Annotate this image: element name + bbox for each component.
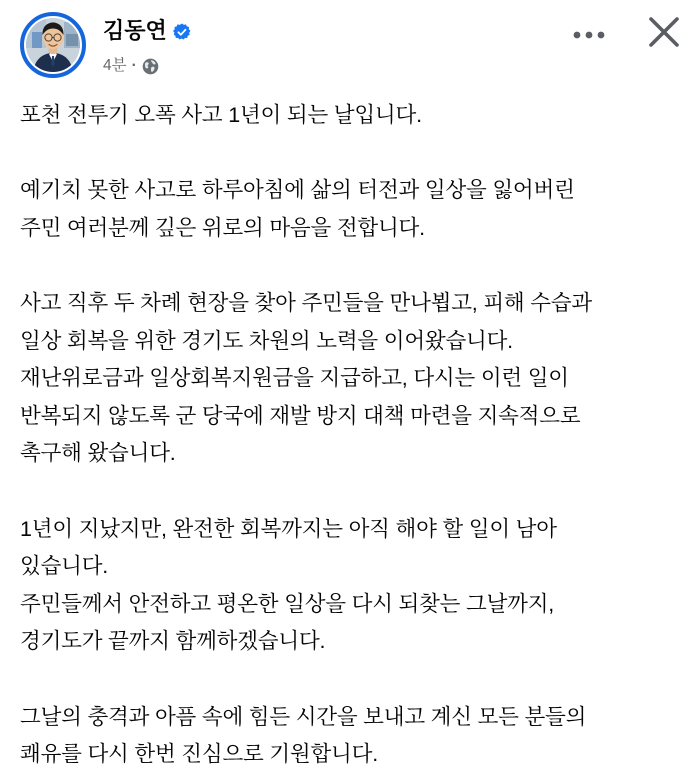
post-text-line: 그날의 충격과 아픔 속에 힘든 시간을 보내고 계신 모든 분들의 (20, 704, 587, 729)
globe-icon (142, 57, 159, 75)
verified-badge-icon (173, 21, 191, 41)
post-text-line: 촉구해 왔습니다. (20, 441, 176, 466)
meta-separator: · (131, 57, 137, 74)
post-text-line: 주민들께서 안전하고 평온한 일상을 다시 되찾는 그날까지, (20, 591, 555, 616)
more-options-button[interactable] (568, 24, 612, 46)
post-paragraph (20, 699, 680, 774)
close-button[interactable] (642, 12, 686, 54)
post-text-line: 일상 회복을 위한 경기도 차원의 노력을 이어왔습니다. (20, 328, 513, 353)
avatar[interactable] (20, 12, 86, 78)
post-text-line: 쾌유를 다시 한번 진심으로 기원합니다. (20, 742, 378, 767)
ellipsis-icon (572, 28, 608, 43)
post-text-line: 재난위로금과 일상회복지원금을 지급하고, 다시는 이런 일이 (20, 366, 569, 391)
post-body (0, 97, 700, 774)
post-text-line: 1년이 지났지만, 완전한 회복까지는 아직 해야 할 일이 남아 (20, 516, 557, 541)
post-paragraph (20, 172, 680, 247)
post-text-line: 포천 전투기 오폭 사고 1년이 되는 날입니다. (20, 103, 422, 127)
post-text-line: 예기치 못한 사고로 하루아침에 삶의 터전과 일상을 잃어버린 (20, 178, 575, 203)
close-icon (647, 15, 681, 52)
timestamp[interactable]: 4분 (103, 57, 127, 74)
post-meta (103, 56, 159, 76)
post-author-row (103, 18, 191, 44)
post-text-line: 경기도가 끝까지 함께하겠습니다. (20, 629, 326, 654)
post-paragraph (20, 97, 680, 135)
post-text-line: 주민 여러분께 깊은 위로의 마음을 전합니다. (20, 215, 425, 240)
profile-photo (26, 18, 80, 72)
post-paragraph (20, 511, 680, 661)
author-name[interactable]: 김동연 (103, 18, 167, 43)
post-text-line: 있습니다. (20, 554, 109, 579)
post-paragraph (20, 285, 680, 473)
post-text-line: 반복되지 않도록 군 당국에 재발 방지 대책 마련을 지속적으로 (20, 403, 581, 428)
post-text-line: 사고 직후 두 차례 현장을 찾아 주민들을 만나뵙고, 피해 수습과 (20, 290, 592, 315)
